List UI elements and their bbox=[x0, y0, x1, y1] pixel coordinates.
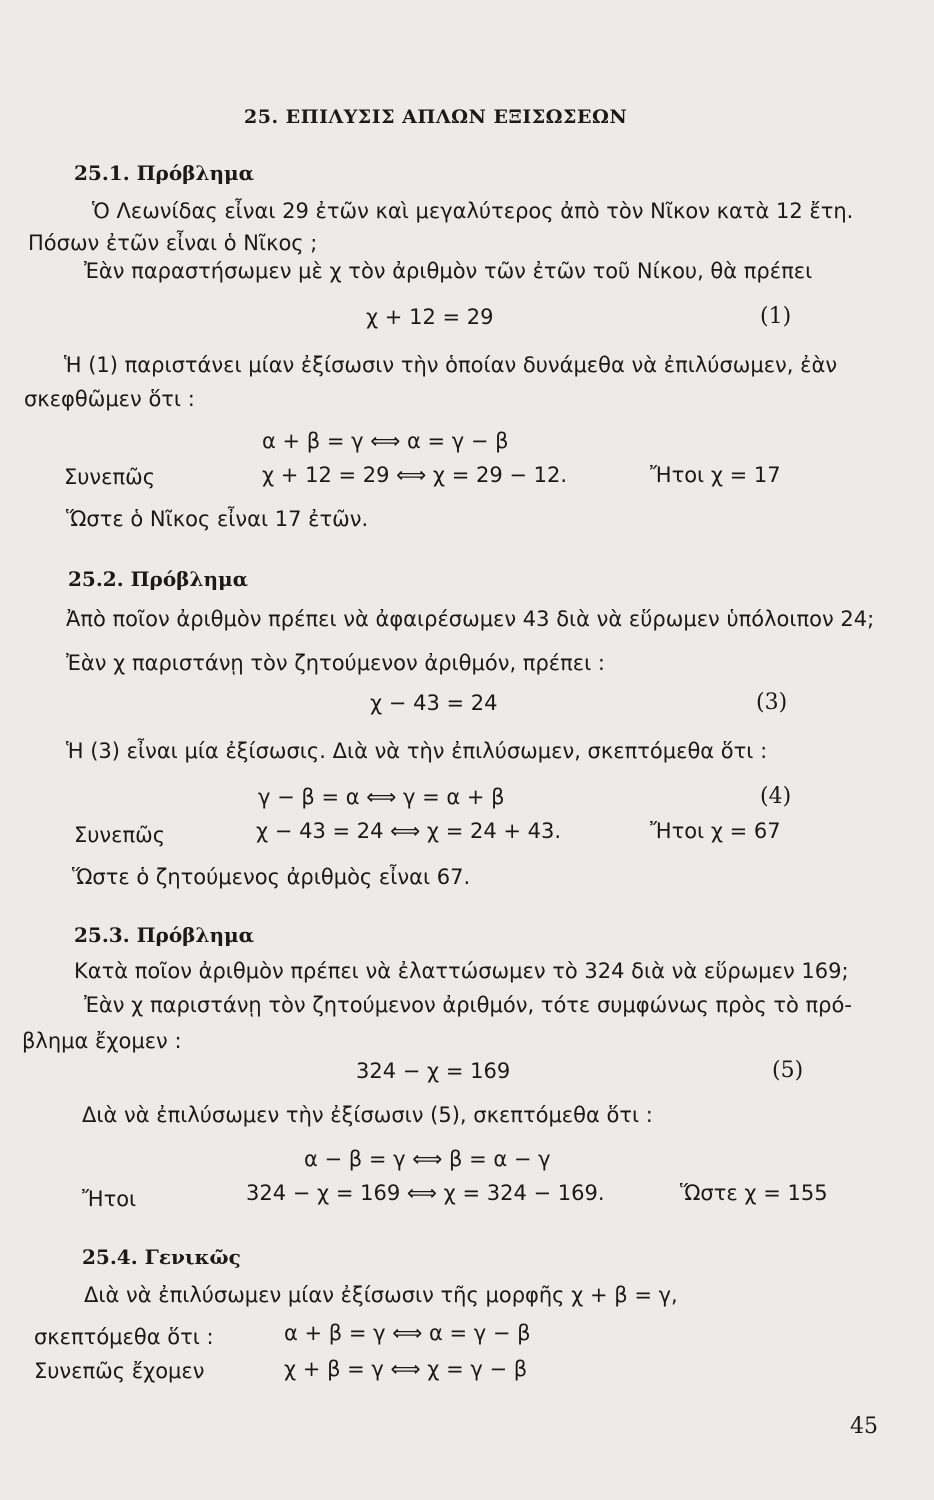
equation-rule: γ − β = α ⟺ γ = α + β bbox=[258, 785, 505, 809]
equation-tag: (1) bbox=[760, 304, 792, 329]
paragraph: Ἐὰν χ παριστάνῃ τὸν ζητούμενον ἀριθμόν, πρέπει : bbox=[66, 651, 605, 675]
equation-rule: α + β = γ ⟺ α = γ − β bbox=[284, 1321, 531, 1345]
section-title-25-1: 25.1. Πρόβλημα bbox=[74, 161, 255, 185]
result: Ὥστε χ = 155 bbox=[680, 1181, 828, 1205]
equation: χ − 43 = 24 ⟺ χ = 24 + 43. bbox=[256, 819, 562, 843]
section-title-25-4: 25.4. Γενικῶς bbox=[82, 1245, 241, 1269]
paragraph: Ἡ (1) παριστάνει μίαν ἐξίσωσιν τὴν ὁποίαν δυνάμεθα νὰ ἐπιλύσωμεν, ἐὰν bbox=[64, 353, 838, 377]
equation: 324 − χ = 169 ⟺ χ = 324 − 169. bbox=[246, 1181, 605, 1205]
equation-tag: (3) bbox=[756, 690, 788, 715]
result: Ἤτοι χ = 67 bbox=[650, 819, 781, 843]
paragraph: Κατὰ ποῖον ἀριθμὸν πρέπει νὰ ἐλαττώσωμεν τὸ 324 διὰ νὰ εὕρωμεν 169; bbox=[74, 959, 849, 983]
chapter-heading: 25. ΕΠΙΛΥΣΙΣ ΑΠΛΩΝ ΕΞΙΣΩΣΕΩΝ bbox=[244, 106, 628, 128]
paragraph: Πόσων ἐτῶν εἶναι ὁ Νῖκος ; bbox=[28, 231, 318, 255]
equation-tag: (4) bbox=[760, 784, 792, 809]
result: Ἤτοι χ = 17 bbox=[650, 463, 781, 487]
equation: χ − 43 = 24 bbox=[370, 691, 498, 715]
equation-rule: α − β = γ ⟺ β = α − γ bbox=[304, 1147, 551, 1171]
label-consequently: Συνεπῶς ἔχομεν bbox=[34, 1359, 205, 1383]
label-consequently: Συνεπῶς bbox=[64, 465, 156, 489]
label-hence: Ἤτοι bbox=[82, 1187, 137, 1211]
paragraph: Ἐὰν χ παριστάνῃ τὸν ζητούμενον ἀριθμόν, τότε συμφώνως πρὸς τὸ πρό- bbox=[84, 993, 852, 1017]
paragraph: Ἡ (3) εἶναι μία ἐξίσωσις. Διὰ νὰ τὴν ἐπιλύσωμεν, σκεπτόμεθα ὅτι : bbox=[66, 739, 768, 763]
page-number: 45 bbox=[850, 1414, 878, 1439]
section-title-25-2: 25.2. Πρόβλημα bbox=[68, 567, 249, 591]
paragraph: Ὁ Λεωνίδας εἶναι 29 ἐτῶν καὶ μεγαλύτερος ἀπὸ τὸν Νῖκον κατὰ 12 ἔτη. bbox=[92, 199, 854, 223]
paragraph: βλημα ἔχομεν : bbox=[22, 1029, 182, 1053]
equation: χ + 12 = 29 ⟺ χ = 29 − 12. bbox=[262, 463, 568, 487]
paragraph: Ἐὰν παραστήσωμεν μὲ χ τὸν ἀριθμὸν τῶν ἐτῶν τοῦ Νίκου, θὰ πρέπει bbox=[84, 259, 813, 283]
paragraph: Ὥστε ὁ Νῖκος εἶναι 17 ἐτῶν. bbox=[66, 507, 369, 531]
equation: χ + 12 = 29 bbox=[366, 305, 494, 329]
label-consequently: Συνεπῶς bbox=[74, 823, 166, 847]
equation-tag: (5) bbox=[772, 1058, 804, 1083]
section-title-25-3: 25.3. Πρόβλημα bbox=[74, 923, 255, 947]
paragraph: Ὥστε ὁ ζητούμενος ἀριθμὸς εἶναι 67. bbox=[72, 865, 471, 889]
label-think: σκεπτόμεθα ὅτι : bbox=[34, 1325, 214, 1349]
paragraph: Διὰ νὰ ἐπιλύσωμεν τὴν ἐξίσωσιν (5), σκεπτόμεθα ὅτι : bbox=[82, 1103, 653, 1127]
equation-rule: α + β = γ ⟺ α = γ − β bbox=[262, 429, 509, 453]
paragraph: Ἀπὸ ποῖον ἀριθμὸν πρέπει νὰ ἀφαιρέσωμεν 43 διὰ νὰ εὕρωμεν ὑπόλοιπον 24; bbox=[66, 607, 875, 631]
paragraph: Διὰ νὰ ἐπιλύσωμεν μίαν ἐξίσωσιν τῆς μορφῆς χ + β = γ, bbox=[84, 1283, 678, 1307]
equation-rule: χ + β = γ ⟺ χ = γ − β bbox=[284, 1357, 528, 1381]
paragraph: σκεφθῶμεν ὅτι : bbox=[24, 387, 195, 411]
equation: 324 − χ = 169 bbox=[356, 1059, 511, 1083]
